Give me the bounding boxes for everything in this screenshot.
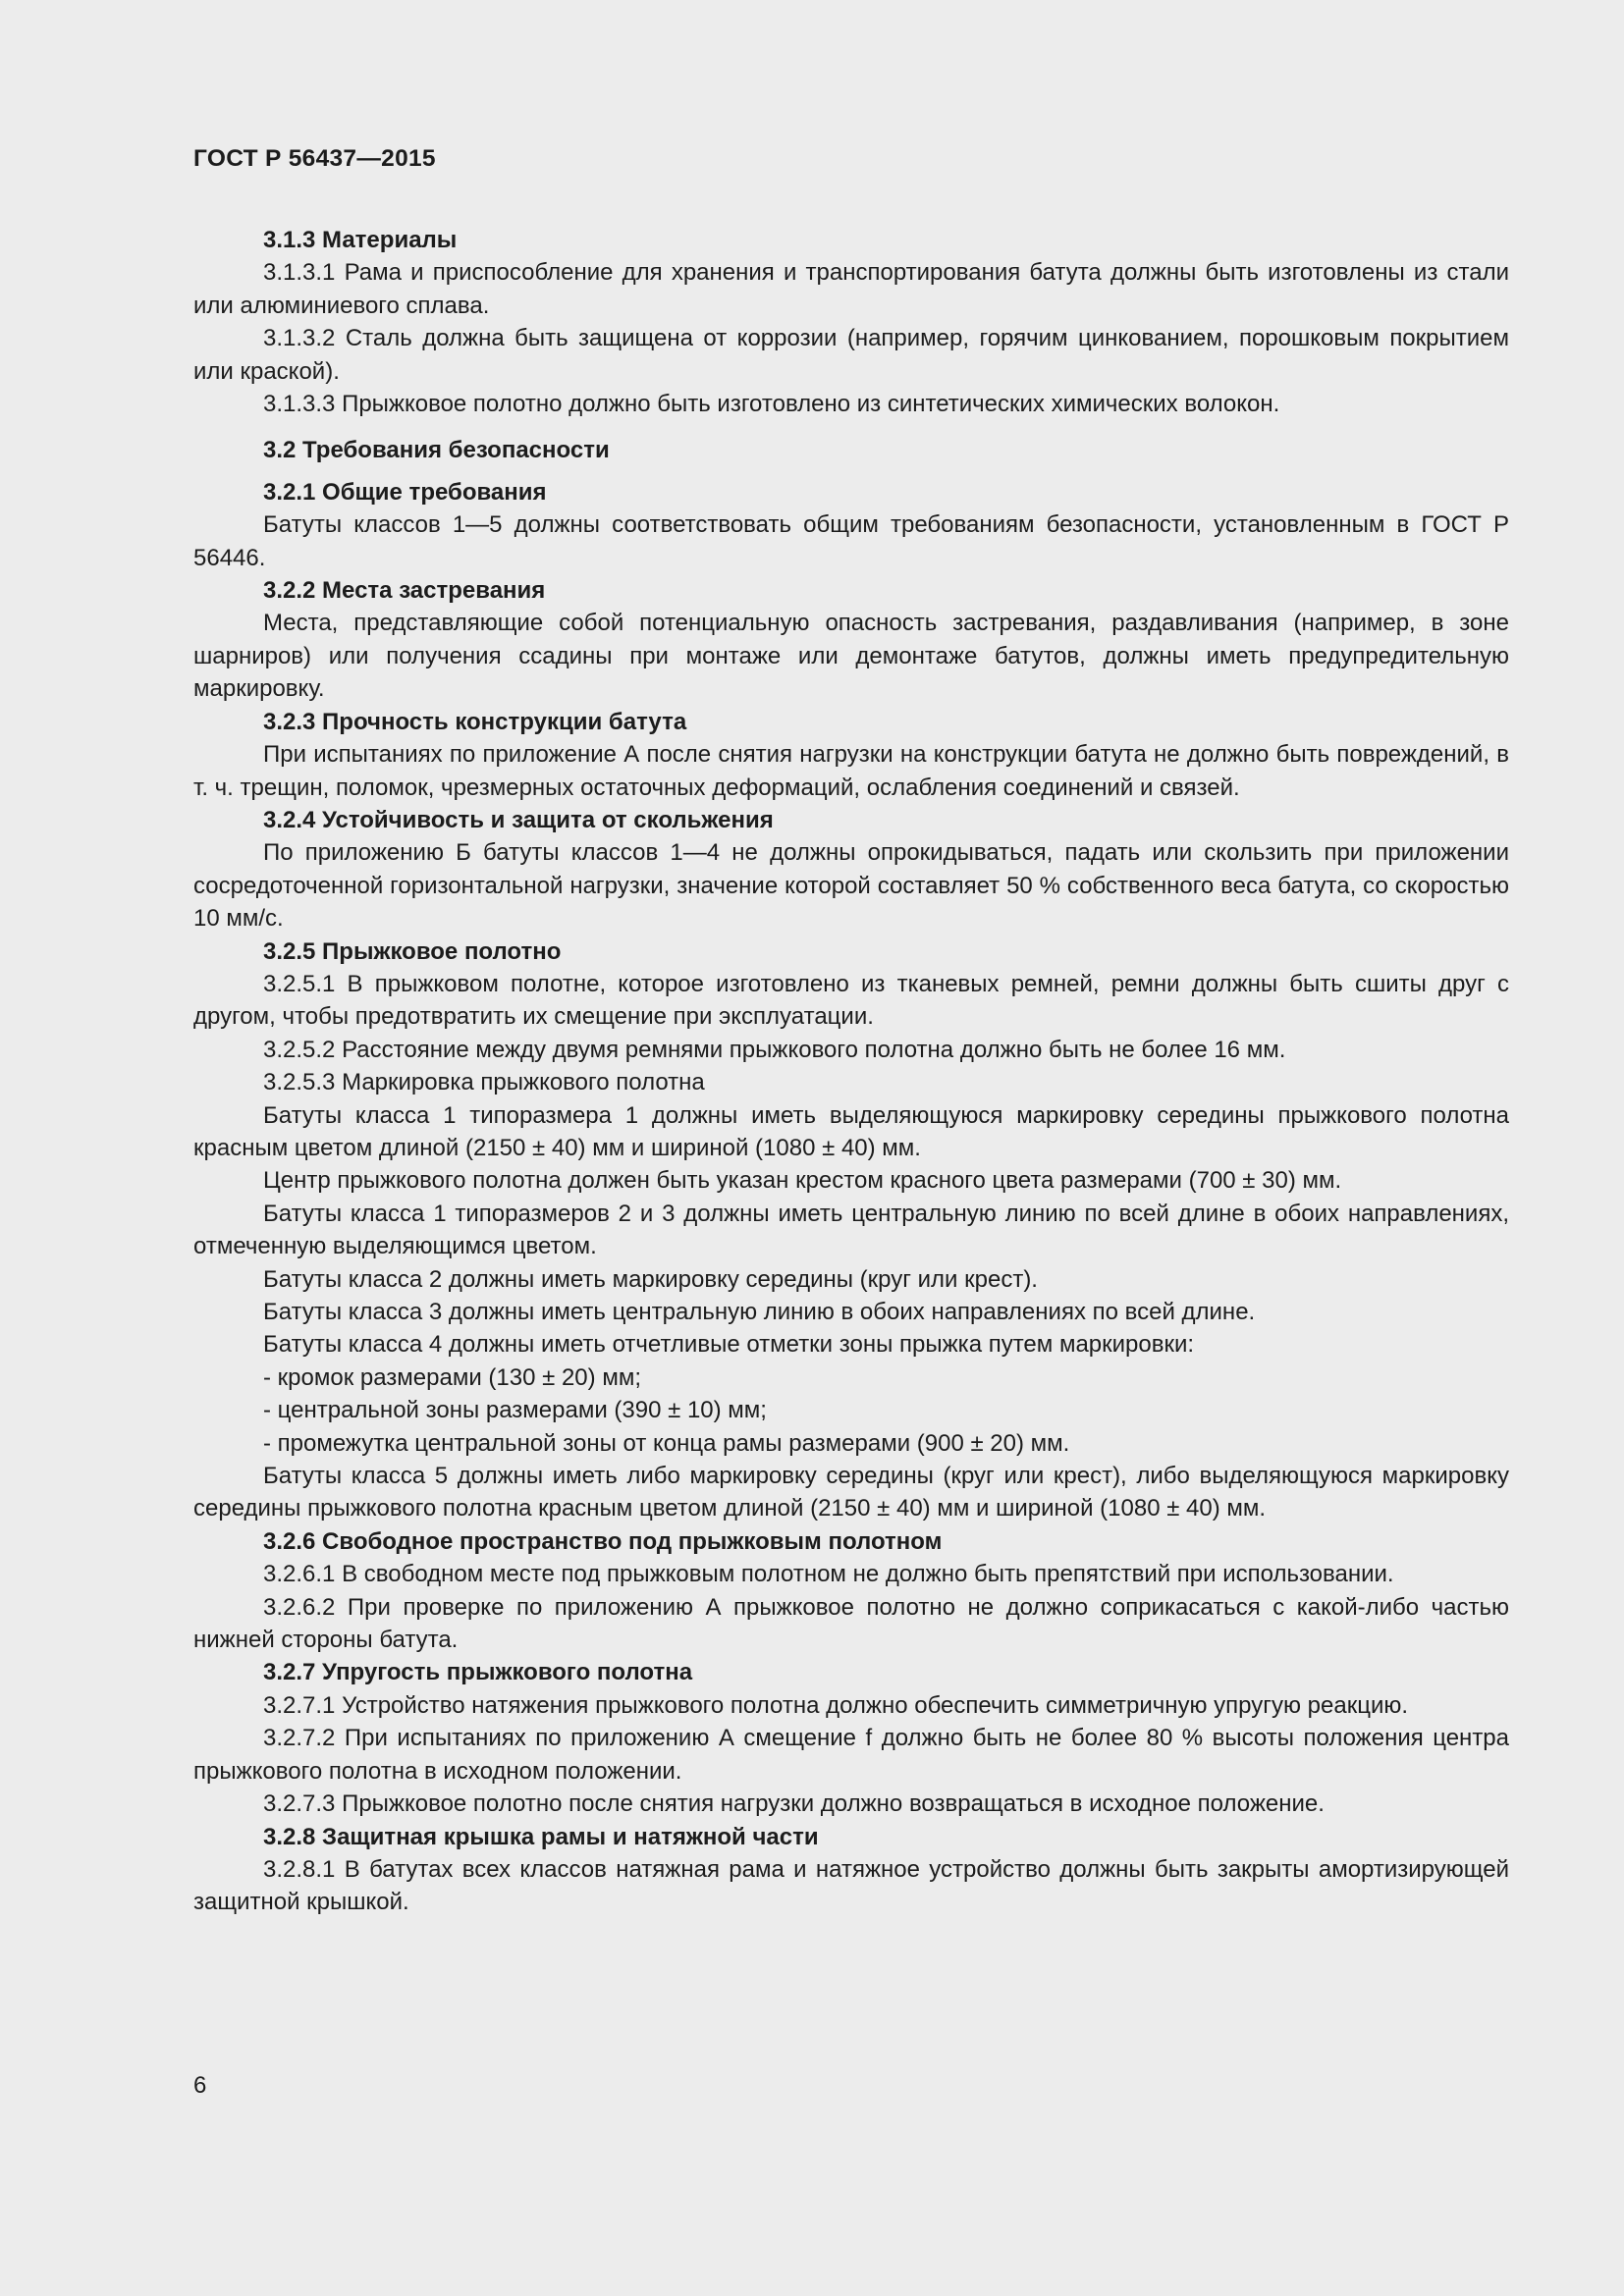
paragraph: 3.2.7.3 Прыжковое полотно после снятия нагрузки должно возвращаться в исходное положение. <box>263 1790 1325 1818</box>
paragraph: Батуты класса 3 должны иметь центральную линию в обоих направлениях по всей длине. <box>263 1299 1256 1325</box>
section-heading: 3.2.7 Упругость прыжкового полотна <box>263 1659 693 1686</box>
paragraph: 3.2.7.2 При испытаниях по приложению А смещение f должно быть не более 80 % высоты положения центра прыжкового полотна в исходном положении. <box>193 1725 1509 1785</box>
section-heading: 3.2.4 Устойчивость и защита от скольжения <box>263 806 774 833</box>
paragraph: 3.2.5.2 Расстояние между двумя ремнями прыжкового полотна должно быть не более 16 мм. <box>263 1036 1286 1063</box>
document-body <box>193 224 1509 1919</box>
section-heading: 3.2.5 Прыжковое полотно <box>263 937 562 965</box>
document-code: ГОСТ Р 56437—2015 <box>193 145 436 172</box>
paragraph: 3.2.7.1 Устройство натяжения прыжкового полотна должно обеспечить симметричную упругую реакцию. <box>263 1691 1409 1719</box>
section-heading: 3.2.1 Общие требования <box>263 478 547 506</box>
section-heading: 3.2.6 Свободное пространство под прыжковым полотном <box>263 1527 943 1555</box>
paragraph: 3.1.3.3 Прыжковое полотно должно быть изготовлено из синтетических химических волокон. <box>263 391 1280 418</box>
paragraph: По приложению Б батуты классов 1—4 не должны опрокидываться, падать или скользить при приложении сосредоточенной горизонтальной нагрузки, значение которой составляет 50 % собственного веса батута, со скоростью 10 мм/с. <box>193 839 1509 933</box>
section-heading: 3.2.8 Защитная крышка рамы и натяжной части <box>263 1823 819 1850</box>
section-heading: 3.2.3 Прочность конструкции батута <box>263 708 687 735</box>
list-item: - кромок размерами (130 ± 20) мм; <box>263 1363 641 1391</box>
paragraph: 3.1.3.1 Рама и приспособление для хранения и транспортирования батута должны быть изготовлены из стали или алюминиевого сплава. <box>193 259 1509 319</box>
paragraph: 3.2.5.1 В прыжковом полотне, которое изготовлено из тканевых ремней, ремни должны быть сшиты друг с другом, чтобы предотвратить их смещение при эксплуатации. <box>193 970 1509 1031</box>
paragraph: Батуты класса 1 типоразмеров 2 и 3 должны иметь центральную линию по всей длине в обоих направлениях, отмеченную выделяющимся цветом. <box>193 1200 1509 1260</box>
paragraph: Батуты класса 1 типоразмера 1 должны иметь выделяющуюся маркировку середины прыжкового полотна красным цветом длиной (2150 ± 40) мм и шириной (1080 ± 40) мм. <box>193 1101 1509 1161</box>
paragraph: 3.2.8.1 В батутах всех классов натяжная рама и натяжное устройство должны быть закрыты амортизирующей защитной крышкой. <box>193 1855 1509 1916</box>
section-heading: 3.1.3 Материалы <box>263 227 458 253</box>
section-heading: 3.2.2 Места застревания <box>263 577 546 605</box>
paragraph: 3.2.6.2 При проверке по приложению А прыжковое полотно не должно соприкасаться с какой-либо частью нижней стороны батута. <box>193 1593 1509 1654</box>
paragraph: Центр прыжкового полотна должен быть указан крестом красного цвета размерами (700 ± 30) мм. <box>263 1167 1342 1195</box>
page-number: 6 <box>193 2072 207 2099</box>
paragraph: 3.1.3.2 Сталь должна быть защищена от коррозии (например, горячим цинкованием, порошковым покрытием или краской). <box>193 325 1509 385</box>
paragraph: 3.2.6.1 В свободном месте под прыжковым полотном не должно быть препятствий при использовании. <box>263 1561 1394 1588</box>
paragraph: Батуты классов 1—5 должны соответствовать общим требованиям безопасности, установленным в ГОСТ Р 56446. <box>193 511 1509 571</box>
list-item: - промежутка центральной зоны от конца рамы размерами (900 ± 20) мм. <box>263 1429 1070 1457</box>
section-heading: 3.2 Требования безопасности <box>263 437 610 464</box>
paragraph: При испытаниях по приложение А после снятия нагрузки на конструкции батута не должно быть повреждений, в т. ч. трещин, поломок, чрезмерных остаточных деформаций, ослабления соединений и связей. <box>193 741 1509 801</box>
paragraph: Батуты класса 4 должны иметь отчетливые отметки зоны прыжка путем маркировки: <box>263 1331 1195 1359</box>
list-item: - центральной зоны размерами (390 ± 10) мм; <box>263 1397 767 1424</box>
paragraph: Батуты класса 2 должны иметь маркировку середины (круг или крест). <box>263 1265 1038 1293</box>
paragraph: 3.2.5.3 Маркировка прыжкового полотна <box>263 1069 705 1096</box>
paragraph: Места, представляющие собой потенциальную опасность застревания, раздавливания (например, в зоне шарниров) или получения ссадины при монтаже или демонтаже батутов, должны иметь предупредительную маркировку. <box>193 610 1509 703</box>
paragraph: Батуты класса 5 должны иметь либо маркировку середины (круг или крест), либо выделяющуюся маркировку середины прыжкового полотна красным цветом длиной (2150 ± 40) мм и шириной (1080 ± 40) мм. <box>193 1463 1509 1522</box>
